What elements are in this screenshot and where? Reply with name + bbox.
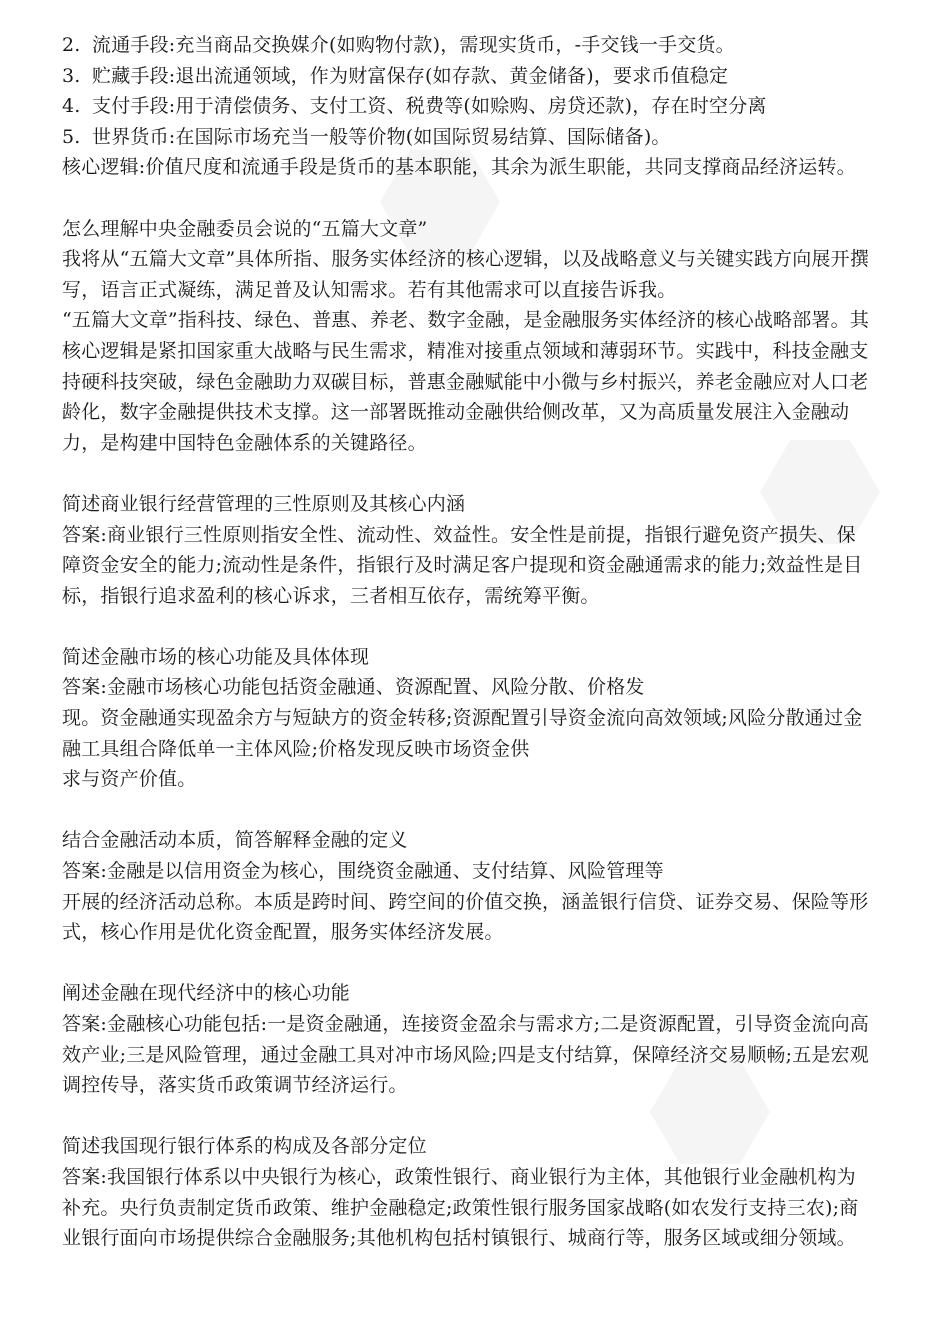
section-paragraph: 答案:金融是以信用资金为核心，围绕资金融通、支付结算、风险管理等 [62,860,664,883]
section-paragraph: “五篇大文章”指科技、绿色、普惠、养老、数字金融，是金融服务实体经济的核心战略部署。其核心逻辑是紧扣国家重大战略与民生需求，精准对接重点领域和薄弱环节。实践中，科技金融支持硬科技突破，绿色金融助力双碳目标，普惠金融赋能中小微与乡村振兴，养老金融应对人口老龄化，数字金融提供技术支撑。这一部署既推动金融供给侧改革，又为高质量发展注入金融动力，是构建中国特色金融体系的关键路径。 [62,309,870,454]
section-finance-definition [62,825,874,947]
section-heading: 阐述金融在现代经济中的核心功能 [62,982,351,1005]
section-five-articles [62,214,874,459]
section-paragraph: 答案:金融核心功能包括:一是资金融通，连接资金盈余与需求方;二是资源配置，引导资金流向高效产业;三是风险管理，通过金融工具对冲市场风险;四是支付结算，保障经济交易顺畅;五是宏观调控传导，落实货币政策调节经济运行。 [62,1013,870,1097]
list-text: 流通手段:充当商品交换媒介(如购物付款)，需现实货币，-手交钱一手交货。 [92,34,735,56]
list-text: 贮藏手段:退出流通领域，作为财富保存(如存款、黄金储备)，要求币值稳定 [92,64,729,87]
section-bank-principles [62,489,874,611]
list-item [62,30,874,61]
section-heading: 怎么理解中央金融委员会说的“五篇大文章” [62,217,428,240]
section-paragraph: 答案:我国银行体系以中央银行为核心，政策性银行、商业银行为主体，其他银行业金融机构为补充。央行负责制定货币政策、维护金融稳定;政策性银行服务国家战略(如农发行支持三农);商业银行面向市场提供综合金融服务;其他机构包括村镇银行、城商行等，服务区域或细分领域。 [62,1165,859,1250]
document-page [62,30,874,1254]
function-list [62,30,874,152]
list-text: 世界货币:在国际市场充当一般等价物(如国际贸易结算、国际储备)。 [92,125,671,148]
list-number: 4. [62,95,81,118]
list-number: 2. [62,34,81,56]
section-bank-system [62,1131,874,1253]
section-finance-functions [62,978,874,1100]
list-number: 5. [62,125,81,148]
section-paragraph: 求与资产价值。 [62,768,197,791]
list-item [62,91,874,122]
list-item [62,61,874,92]
section-paragraph: 答案:商业银行三性原则指安全性、流动性、效益性。安全性是前提，指银行避免资产损失、保障资金安全的能力;流动性是条件，指银行及时满足客户提现和资金融通需求的能力;效益性是目标，指银行追求盈利的核心诉求，三者相互依存，需统筹平衡。 [62,523,863,607]
section-financial-market [62,642,874,795]
section-heading: 简述我国现行银行体系的构成及各部分定位 [62,1135,427,1158]
section-paragraph: 我将从“五篇大文章”具体所指、服务实体经济的核心逻辑，以及战略意义与关键实践方向展开撰写，语言正式凝练，满足普及认知需求。若有其他需求可以直接告诉我。 [62,248,870,301]
list-item [62,122,874,153]
core-logic-paragraph: 核心逻辑:价值尺度和流通手段是货币的基本职能，其余为派生职能，共同支撑商品经济运转。 [62,156,856,179]
list-text: 支付手段:用于清偿债务、支付工资、税费等(如赊购、房贷还款)，存在时空分离 [92,95,767,118]
section-paragraph: 答案:金融市场核心功能包括资金融通、资源配置、风险分散、价格发 [62,676,645,699]
section-paragraph: 开展的经济活动总称。本质是跨时间、跨空间的价值交换，涵盖银行信贷、证券交易、保险等形式，核心作用是优化资金配置，服务实体经济发展。 [62,890,869,944]
list-number: 3. [62,64,81,87]
section-paragraph: 现。资金融通实现盈余方与短缺方的资金转移;资源配置引导资金流向高效领域;风险分散通过金融工具组合降低单一主体风险;价格发现反映市场资金供 [62,707,863,760]
section-heading: 简述金融市场的核心功能及具体体现 [62,645,370,668]
section-heading: 结合金融活动本质，简答解释金融的定义 [62,829,408,852]
section-heading: 简述商业银行经营管理的三性原则及其核心内涵 [62,492,466,515]
